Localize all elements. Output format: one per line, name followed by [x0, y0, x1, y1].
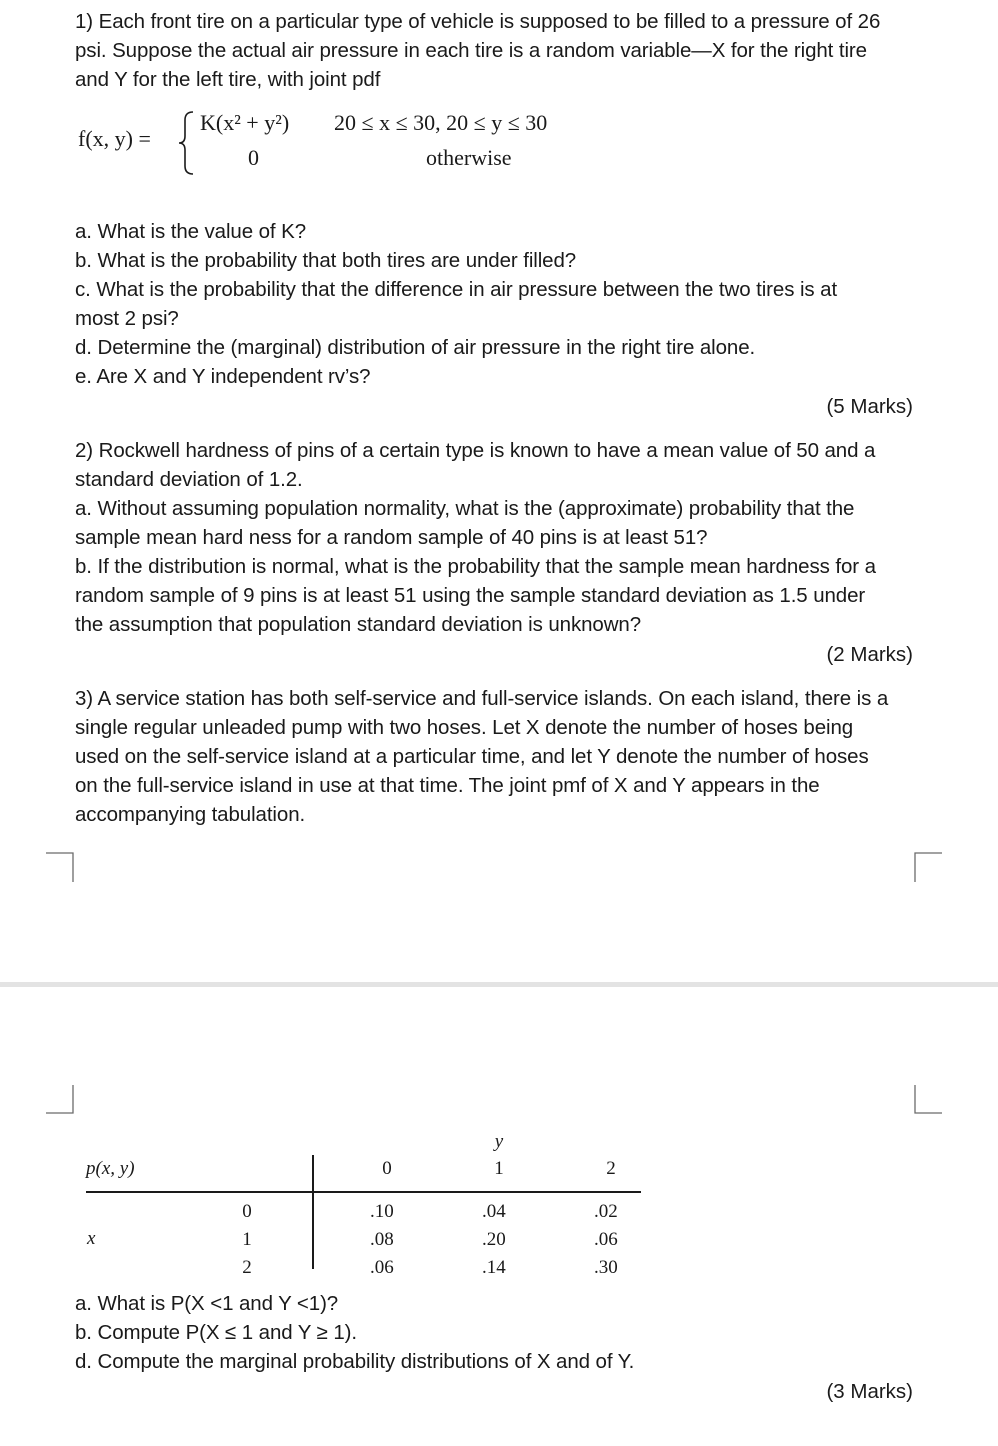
- table-cell: .02: [594, 1201, 618, 1222]
- table-cell: .20: [482, 1229, 506, 1250]
- pdf-case1-cond: 20 ≤ x ≤ 30, 20 ≤ y ≤ 30: [334, 110, 548, 135]
- table-cell: .10: [370, 1201, 394, 1222]
- table-cell: .14: [482, 1257, 506, 1278]
- table-x-label: x: [87, 1228, 96, 1249]
- pdf-case2-cond: otherwise: [426, 145, 512, 170]
- table-row-header: 0: [242, 1201, 252, 1222]
- table-cell: .30: [594, 1257, 618, 1278]
- q2-part-b-1: b. If the distribution is normal, what is the probability that the sample mean hardness for a: [75, 555, 876, 578]
- q3-marks: (3 Marks): [826, 1380, 913, 1403]
- q2-part-b-2: random sample of 9 pins is at least 51 using the sample standard deviation as 1.5 under: [75, 584, 866, 607]
- page-corner-mark: [46, 852, 74, 882]
- table-col-header: 2: [606, 1158, 616, 1179]
- table-y-label: y: [494, 1131, 504, 1152]
- table-cell: .08: [370, 1229, 394, 1250]
- q3-line-2: single regular unleaded pump with two hoses. Let X denote the number of hoses being: [75, 716, 854, 739]
- q1-line-2: psi. Suppose the actual air pressure in each tire is a random variable—X for the right tire: [75, 39, 867, 62]
- table-vertical-rule: [312, 1155, 314, 1269]
- q1-part-c-1: c. What is the probability that the difference in air pressure between the two tires is at: [75, 278, 838, 301]
- table-cell: .06: [594, 1229, 618, 1250]
- table-corner-label: p(x, y): [86, 1158, 135, 1179]
- table-row-header: 2: [242, 1257, 252, 1278]
- q3-part-a: a. What is P(X <1 and Y <1)?: [75, 1292, 339, 1315]
- table-col-header: 1: [494, 1158, 504, 1179]
- q2-part-a-2: sample mean hard ness for a random sample of 40 pins is at least 51?: [75, 526, 708, 549]
- q2-line-2: standard deviation of 1.2.: [75, 468, 303, 491]
- pdf-case1-expr: K(x² + y²): [200, 110, 290, 135]
- q3-line-3: used on the self-service island at a particular time, and let Y denote the number of hoses: [75, 745, 869, 768]
- joint-pdf-formula: [78, 108, 638, 178]
- page-corner-mark: [46, 1085, 74, 1115]
- q3-part-d: d. Compute the marginal probability distributions of X and of Y.: [75, 1350, 635, 1373]
- q2-marks: (2 Marks): [826, 643, 913, 666]
- page-separator: [0, 982, 998, 987]
- q1-part-d: d. Determine the (marginal) distribution of air pressure in the right tire alone.: [75, 336, 756, 359]
- q1-part-b: b. What is the probability that both tires are under filled?: [75, 249, 577, 272]
- q1-part-a: a. What is the value of K?: [75, 220, 306, 243]
- page-corner-mark: [914, 852, 942, 882]
- q3-line-1: 3) A service station has both self-service and full-service islands. On each island, there is a: [75, 687, 889, 710]
- q1-line-1: 1) Each front tire on a particular type of vehicle is supposed to be filled to a pressure of 26: [75, 10, 881, 33]
- q1-part-c-2: most 2 psi?: [75, 307, 179, 330]
- table-col-header: 0: [382, 1158, 392, 1179]
- table-cell: .06: [370, 1257, 394, 1278]
- pdf-lhs: f(x, y) =: [78, 126, 151, 151]
- q2-part-b-3: the assumption that population standard deviation is unknown?: [75, 613, 642, 636]
- q2-part-a-1: a. Without assuming population normality, what is the (approximate) probability that the: [75, 497, 855, 520]
- q3-part-b: b. Compute P(X ≤ 1 and Y ≥ 1).: [75, 1321, 357, 1344]
- table-cell: .04: [482, 1201, 506, 1222]
- q3-line-5: accompanying tabulation.: [75, 803, 306, 826]
- q1-part-e: e. Are X and Y independent rv’s?: [75, 365, 371, 388]
- joint-pmf-table: [0, 1125, 700, 1290]
- q1-marks: (5 Marks): [826, 395, 913, 418]
- page-corner-mark: [914, 1085, 942, 1115]
- table-header-rule: [86, 1191, 641, 1193]
- left-brace-icon: [176, 110, 198, 176]
- q3-line-4: on the full-service island in use at that time. The joint pmf of X and Y appears in the: [75, 774, 820, 797]
- q1-line-3: and Y for the left tire, with joint pdf: [75, 68, 381, 91]
- pdf-case2-expr: 0: [248, 145, 259, 170]
- table-row-header: 1: [242, 1229, 252, 1250]
- q2-line-1: 2) Rockwell hardness of pins of a certain type is known to have a mean value of 50 and a: [75, 439, 876, 462]
